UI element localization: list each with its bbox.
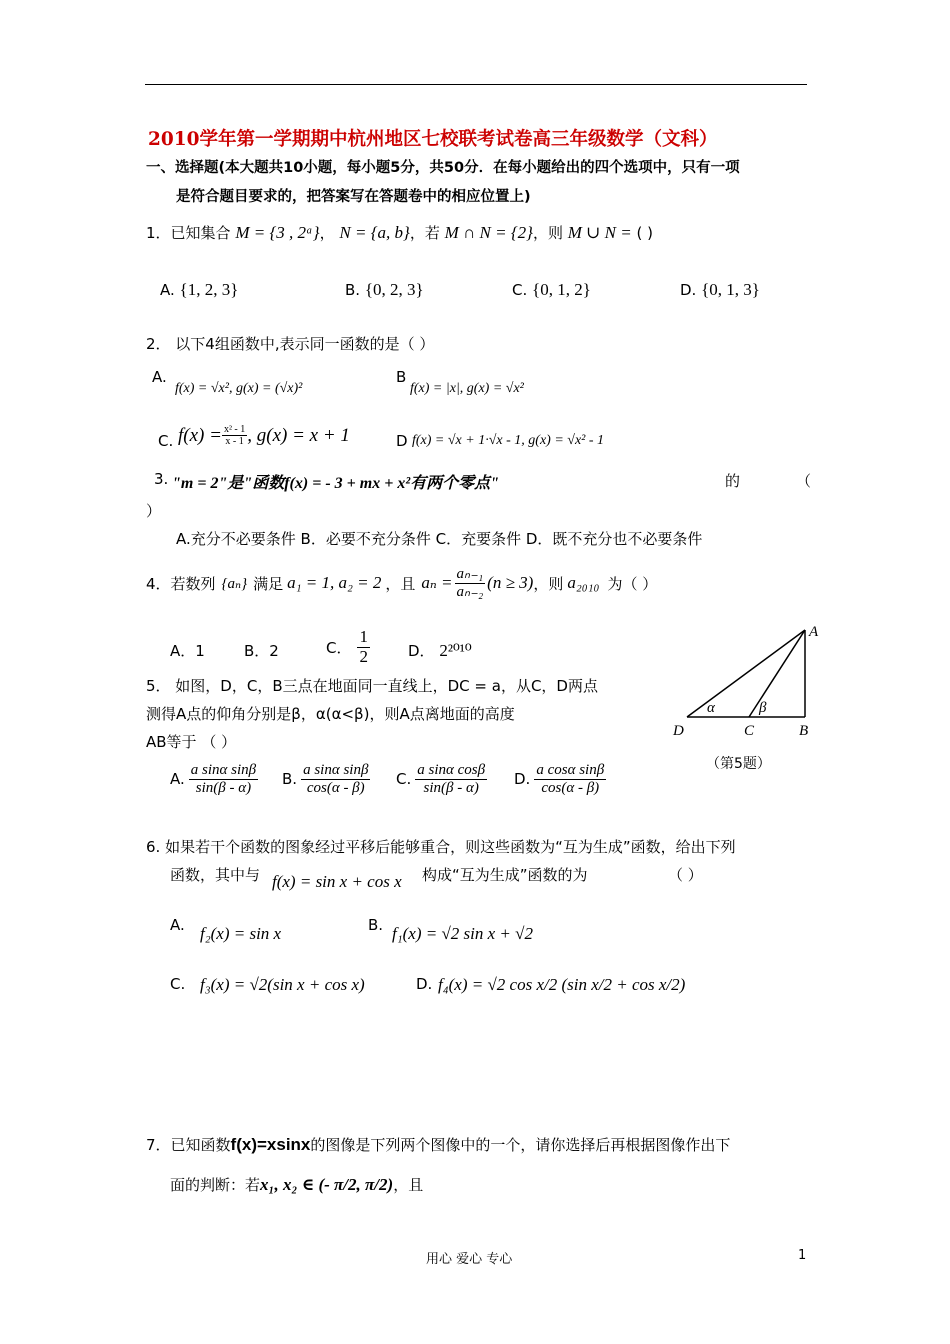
q1-paren: ( ) [636, 224, 653, 242]
q1-prefix: 1．已知集合 [146, 224, 231, 242]
q2-option-d: f(x) = √x + 1·√x - 1, g(x) = √x² - 1 [412, 433, 605, 448]
q1-set-n: N = {a, b} [339, 223, 410, 242]
section-heading-line1: 一、选择题(本大题共10小题，每小题5分，共50分．在每小题给出的四个选项中，只有一项 [146, 160, 740, 176]
q5-line3: AB等于 （ ） [146, 733, 237, 751]
q6-line2-post: 构成“互为生成”函数的为 [422, 866, 588, 884]
page-number: 1 [798, 1248, 807, 1263]
q2-option-b-label: B [396, 368, 407, 386]
q5-figure-caption: （第5题） [706, 756, 771, 772]
footer-motto: 用心 爱心 专心 [426, 1252, 513, 1267]
q6-line2-pre: 函数，其中与 [170, 866, 261, 884]
q4-option-a: A．1 [170, 642, 205, 660]
label-d: D [673, 723, 684, 739]
q7-line1: 7．已知函数 f(x)=xsinx 的图像是下列两个图像中的一个，请你选择后再根据图像作出下 [146, 1134, 731, 1154]
q1-ask: M ∪ N = [567, 223, 632, 242]
q7-line2: 面的判断：若 x₁, x₂ ∈ (- π/2, π/2) ，且 [170, 1174, 424, 1194]
q5-line2: 测得A点的仰角分别是β，α(α<β)，则A点离地面的高度 [146, 705, 515, 723]
sightline-d [687, 630, 805, 717]
q4-option-d: D． 2²⁰¹⁰ [408, 641, 472, 660]
q5-option-d: D. $\frac{\text{a cosα sinβ}}{\cos(\alpha - \beta)}$ [514, 762, 605, 796]
label-c: C [744, 723, 755, 739]
q6-option-b-label: B. [368, 916, 384, 934]
q1-condition: M ∩ N = {2} [444, 223, 533, 242]
q6-option-d: f₄(x) = √2 cos x/2 (sin x/2 + cos x/2) [438, 975, 686, 994]
q5-option-a: A. $\frac{\text{a sinα sinβ}}{\sin(\beta - \alpha)}$ [170, 762, 257, 796]
q1-option-d: D. {0, 1, 3} [680, 280, 760, 299]
q6-option-d-label: D. [416, 975, 433, 993]
q6-option-c: f₃(x) = √2(sin x + cos x) [200, 975, 365, 994]
q6-line2-expr: f(x) = sin x + cos x [272, 872, 402, 891]
q2-option-d-label: D [396, 432, 408, 450]
q1-option-a: A. {1, 2, 3} [160, 280, 239, 299]
label-alpha: α [707, 700, 715, 716]
q3-paren-close: ） [146, 502, 162, 520]
q3-de: 的 [725, 472, 741, 490]
q5-option-c: C. $\frac{\text{a sinα cosβ}}{\sin(\beta - \alpha)}$ [396, 762, 486, 796]
q2-option-b: f(x) = |x|, g(x) = √x² [410, 381, 524, 396]
section-heading-line2: 是符合题目要求的，把答案写在答题卷中的相应位置上) [176, 189, 531, 205]
q1-comma: ， [319, 224, 335, 242]
label-beta: β [759, 700, 767, 716]
q1-set-m: M = {3 , 2ᵃ} [235, 223, 320, 242]
q1-ze: ，则 [532, 224, 563, 242]
q2-stem: 2． 以下4组函数中,表示同一函数的是（ ） [146, 335, 435, 353]
q2-option-c: f(x) = $\frac{\text{x² - 1}}{x - 1}$ , g(x) = x + 1 [178, 424, 350, 447]
q4-stem: 4．若数列 {aₙ} 满足 a₁ = 1, a₂ = 2 ，且 aₙ = $\frac{\text{aₙ₋₁}}{\text{aₙ₋₂}}$ (n ≥ 3) ，则 a₂₀₁₀ 为（ ） [146, 566, 658, 600]
q5-line1: 5． 如图，D，C，B三点在地面同一直线上，DC = a，从C，D两点 [146, 677, 598, 695]
page-title: 2010学年第一学期期中杭州地区七校联考试卷高三年级数学（文科） [148, 129, 718, 150]
top-rule [145, 84, 807, 85]
q3-options: A.充分不必要条件 B．必要不充分条件 C．充要条件 D．既不充分也不必要条件 [176, 530, 703, 548]
q2-option-a-label: A. [152, 368, 167, 386]
q5-option-b: B. $\frac{\text{a sinα sinβ}}{\cos(\alpha - \beta)}$ [282, 762, 369, 796]
q4-option-c: C． $\frac{1}{2}$ [326, 627, 368, 666]
sightline-c [749, 630, 805, 717]
q2-option-a: f(x) = √x², g(x) = (√x)² [175, 381, 303, 396]
q1-ruo: ，若 [409, 224, 440, 242]
q5-triangle-figure [665, 620, 825, 750]
label-b: B [799, 723, 809, 739]
q6-option-c-label: C. [170, 975, 186, 993]
q3-paren-open: （ [796, 472, 812, 490]
q6-option-a: f₂(x) = sin x [200, 924, 282, 943]
label-a: A [809, 624, 819, 640]
q6-option-a-label: A. [170, 916, 185, 934]
q2-option-c-label: C. [158, 432, 174, 450]
q6-option-b: f₁(x) = √2 sin x + √2 [392, 924, 533, 943]
q4-option-b: B．2 [244, 642, 279, 660]
q6-paren: （ ） [668, 866, 703, 884]
q3-number: 3. [154, 470, 169, 488]
q1-option-c: C. {0, 1, 2} [512, 280, 591, 299]
q6-line1: 6. 如果若干个函数的图象经过平移后能够重合，则这些函数为“互为生成”函数，给出下列 [146, 838, 736, 856]
q1-option-b: B. {0, 2, 3} [345, 280, 424, 299]
q1-stem [146, 222, 653, 243]
q3-stem: "m = 2"是"函数f(x) = - 3 + mx + x²有两个零点" [172, 475, 500, 492]
